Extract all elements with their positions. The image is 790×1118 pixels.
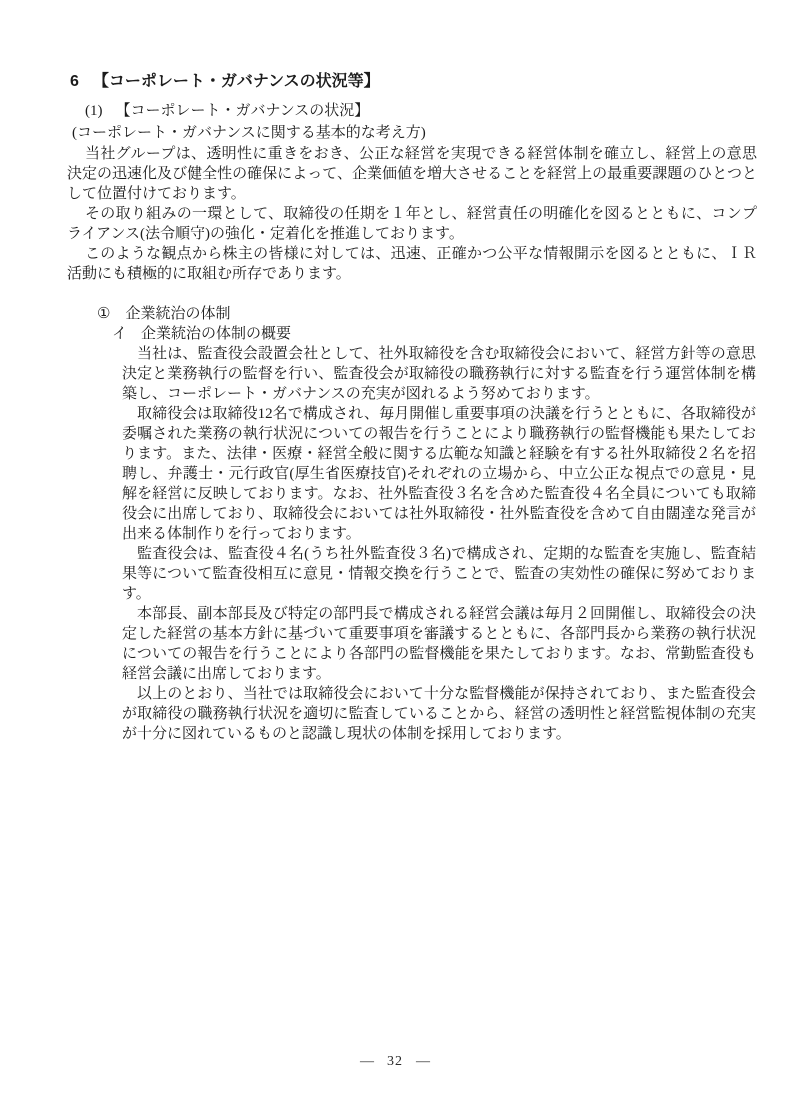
section-number: 6: [70, 73, 79, 90]
footer-dash-left: ―: [360, 1054, 374, 1069]
governance-body-section: [0, 344, 790, 744]
intro-section: [0, 144, 790, 284]
item-heading: [97, 304, 760, 324]
intro-paragraph: このような観点から株主の皆様に対しては、迅速、正確かつ公平な情報開示を図るとともに、ＩＲ活動にも積極的に取組む所存であります。: [67, 246, 757, 282]
sub-item-heading: [112, 324, 760, 344]
policy-heading: (コーポレート・ガバナンスに関する基本的な考え方): [72, 125, 426, 141]
sub-item-number: イ: [112, 326, 128, 342]
page-number: 32: [387, 1054, 403, 1069]
footer-dash-right: ―: [416, 1054, 430, 1069]
body-paragraph: 本部長、副本部長及び特定の部門長で構成される経営会議は毎月２回開催し、取締役会の決定した経営の基本方針に基づいて重要事項を審議するとともに、各部門長から業務の執行状況についての報告を行うことにより各部門の監督機能を果たしております。なお、常勤監査役も経営会議に出席しております。: [122, 606, 756, 682]
section-title: 【コーポレート・ガバナンスの状況等】: [92, 73, 380, 90]
intro-paragraph: 当社グループは、透明性に重きをおき、公正な経営を実現できる経営体制を確立し、経営上の意思決定の迅速化及び健全性の確保によって、企業価値を増大させることを経営上の最重要課題のひとつとして位置付けております。: [67, 146, 757, 202]
item-number: ①: [97, 306, 111, 322]
subsection-number: (1): [85, 103, 103, 119]
intro-paragraph: その取り組みの一環として、取締役の任期を１年とし、経営責任の明確化を図るとともに、コンプライアンス(法令順守)の強化・定着化を推進しております。: [67, 206, 757, 242]
sub-item-title: 企業統治の体制の概要: [141, 326, 292, 342]
page-footer: [0, 1053, 790, 1071]
body-paragraph: 当社は、監査役会設置会社として、社外取締役を含む取締役会において、経営方針等の意思決定と業務執行の監督を行い、監査役会が取締役の職務執行に対する監査を行う運営体制を構築し、コーポレート・ガバナンスの充実が図れるよう努めております。: [122, 346, 756, 402]
section-heading: [70, 71, 760, 92]
body-paragraph: 以上のとおり、当社では取締役会において十分な監督機能が保持されており、また監査役会が取締役の職務執行状況を適切に監査していることから、経営の透明性と経営監視体制の充実が十分に図れているものと認識し現状の体制を採用しております。: [122, 686, 756, 742]
item-title: 企業統治の体制: [125, 306, 231, 322]
subsection-heading: [85, 101, 760, 121]
subsection-title: 【コーポレート・ガバナンスの状況】: [115, 103, 370, 119]
body-paragraph: 監査役会は、監査役４名(うち社外監査役３名)で構成され、定期的な監査を実施し、監査結果等について監査役相互に意見・情報交換を行うことで、監査の実効性の確保に努めております。: [122, 546, 756, 602]
body-paragraph: 取締役会は取締役12名で構成され、毎月開催し重要事項の決議を行うとともに、各取締役が委嘱された業務の執行状況についての報告を行うことにより職務執行の監督機能も果たしております。また、法律・医療・経営全般に関する広範な知識と経験を有する社外取締役２名を招聘し、弁護士・元行政官(厚生省医療技官)それぞれの立場から、中立公正な視点での意見・見解を経営に反映しております。なお、社外監査役３名を含めた監査役４名全員についても取締役会に出席しており、取締役会においては社外取締役・社外監査役を含めて自由闊達な発言が出来る体制作りを行っております。: [122, 406, 756, 542]
